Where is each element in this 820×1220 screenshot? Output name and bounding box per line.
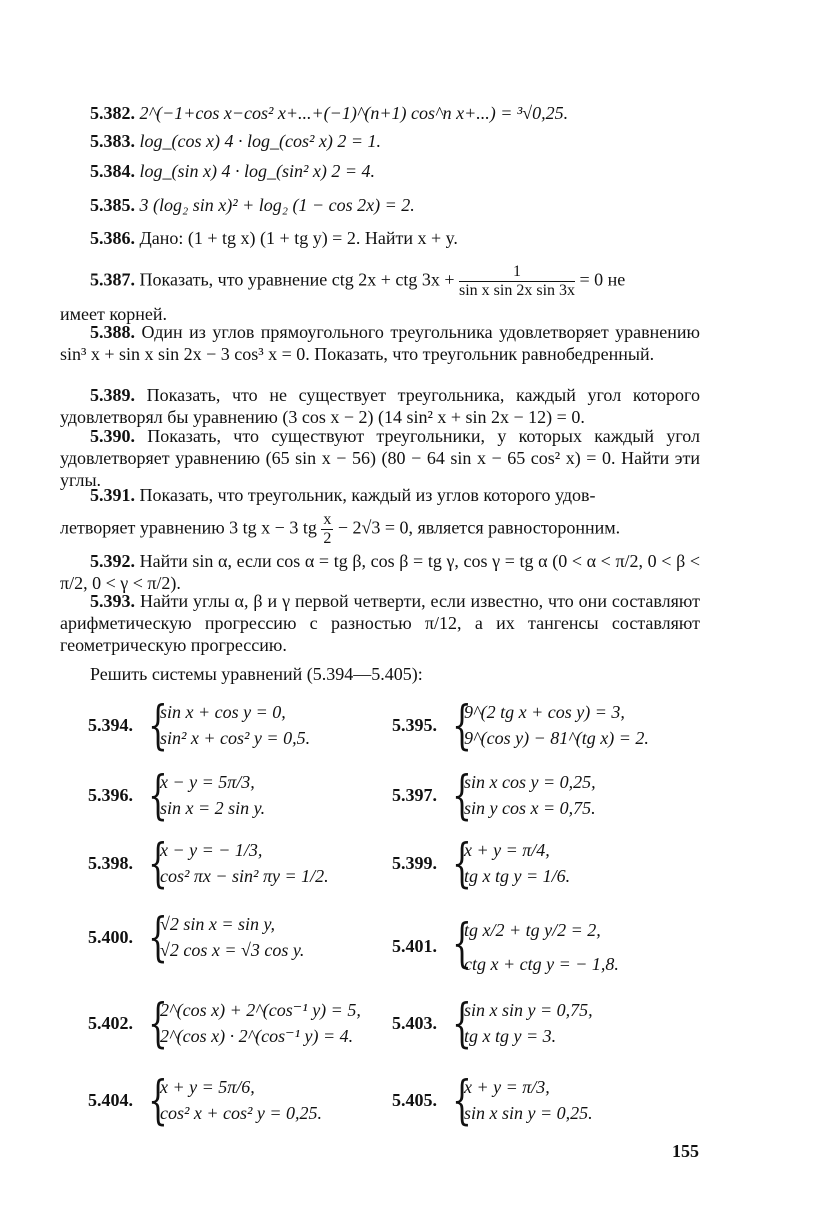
- equation-list: [464, 998, 593, 1050]
- equation: tg x tg y = 1/6.: [464, 866, 571, 886]
- left-brace: {: [148, 994, 168, 1054]
- problem-number: 5.402.: [88, 1013, 133, 1033]
- equation: tg x tg y = 3.: [464, 1026, 557, 1046]
- problem-number: 5.395.: [392, 715, 437, 735]
- problem-number: 5.393.: [90, 591, 135, 611]
- equation: x − y = − 1/3,: [160, 840, 263, 860]
- fraction-denominator: 2: [323, 530, 332, 547]
- equation-list: [160, 770, 265, 822]
- problem-5-385: [90, 194, 415, 216]
- problem-text: Один из углов прямоугольного треугольника удовлетворяет уравнению sin³ x + sin x sin 2x − 3 cos³ x = 0. Показать, что треугольник равнобедренный.: [60, 322, 701, 364]
- problem-5-388: [60, 321, 700, 365]
- equation-list: [160, 1075, 322, 1127]
- equation-list: [464, 1075, 593, 1127]
- section-heading: Решить системы уравнений (5.394—5.405):: [90, 664, 423, 684]
- equation: x + y = 5π/6,: [160, 1077, 255, 1097]
- problem-number: 5.390.: [90, 426, 135, 446]
- problem-number: 5.383.: [90, 131, 135, 151]
- equation-list: [464, 918, 619, 978]
- problem-number: 5.384.: [90, 161, 135, 181]
- left-brace: {: [452, 1071, 472, 1131]
- problem-text: Показать, что существуют треугольники, у которых каждый угол удовлетворяет уравнению (65 sin x − 56) (80 − 64 sin x − 65 cos² x) = 0. Найти эти углы.: [60, 426, 701, 490]
- fraction: [321, 511, 333, 548]
- equation: 9^(cos y) − 81^(tg x) = 2.: [464, 728, 649, 748]
- equation: sin² x + cos² y = 0,5.: [160, 728, 311, 748]
- equation: 2^(cos x) · 2^(cos⁻¹ y) = 4.: [160, 1026, 354, 1046]
- equation-list: [464, 770, 596, 822]
- equation-list: [160, 912, 304, 964]
- equation: cos² πx − sin² πy = 1/2.: [160, 866, 329, 886]
- problem-number: 5.385.: [90, 195, 135, 215]
- left-brace: {: [452, 994, 472, 1054]
- equation: cos² x + cos² y = 0,25.: [160, 1103, 323, 1123]
- problem-number: 5.387.: [90, 269, 135, 290]
- problem-5-386: [90, 227, 458, 249]
- problem-5-393: [60, 590, 700, 656]
- equation-list: [160, 838, 329, 890]
- problem-number: 5.399.: [392, 853, 437, 873]
- problem-text: 3 (log₂ sin x)² + log₂ (1 − cos 2x) = 2.: [139, 195, 415, 215]
- problem-text: Найти углы α, β и γ первой четверти, если известно, что они составляют арифметическую прогрессию с разностью π/12, а их тангенсы составляют геометрическую прогрессию.: [60, 591, 700, 655]
- problem-text: Показать, что не существует треугольника, каждый угол которого удовлетворял бы уравнению (3 cos x − 2) (14 sin² x + sin 2x − 12) = 0.: [60, 385, 700, 427]
- problem-5-387: [90, 263, 625, 300]
- problem-text: log_(cos x) 4 · log_(cos² x) 2 = 1.: [139, 131, 381, 151]
- equation: √2 sin x = sin y,: [160, 914, 276, 934]
- equation: sin y cos x = 0,75.: [464, 798, 596, 818]
- left-brace: {: [452, 914, 472, 974]
- equation-list: [160, 998, 361, 1050]
- equation: x + y = π/4,: [464, 840, 550, 860]
- fraction-numerator: x: [323, 511, 332, 528]
- equation: sin x sin y = 0,25.: [464, 1103, 593, 1123]
- problem-text-part: − 2√3 = 0, является равносторонним.: [337, 517, 621, 538]
- equation: sin x sin y = 0,75,: [464, 1000, 593, 1020]
- left-brace: {: [452, 696, 472, 756]
- problem-number: 5.391.: [90, 485, 135, 505]
- equation: sin x cos y = 0,25,: [464, 772, 596, 792]
- problem-number: 5.403.: [392, 1013, 437, 1033]
- left-brace: {: [148, 908, 168, 968]
- left-brace: {: [148, 1071, 168, 1131]
- problem-number: 5.398.: [88, 853, 133, 873]
- problem-number: 5.405.: [392, 1090, 437, 1110]
- problem-number: 5.389.: [90, 385, 135, 405]
- problem-text-part: = 0 не: [579, 269, 626, 290]
- problem-5-391-continuation: [60, 511, 620, 548]
- problem-5-389: [60, 384, 700, 428]
- problem-text-part: Показать, что уравнение ctg 2x + ctg 3x +: [139, 269, 455, 290]
- problem-text: 2^(−1+cos x−cos² x+...+(−1)^(n+1) cos^n x+...) = ³√0,25.: [139, 103, 569, 123]
- problem-number: 5.404.: [88, 1090, 133, 1110]
- problem-number: 5.401.: [392, 936, 437, 956]
- problem-text: log_(sin x) 4 · log_(sin² x) 2 = 4.: [139, 161, 376, 181]
- problem-number: 5.397.: [392, 785, 437, 805]
- fraction-numerator: 1: [459, 263, 575, 282]
- fraction: [459, 263, 575, 300]
- equation: ctg x + ctg y = − 1,8.: [464, 954, 619, 974]
- left-brace: {: [148, 696, 168, 756]
- equation: sin x + cos y = 0,: [160, 702, 286, 722]
- fraction-denominator: sin x sin 2x sin 3x: [459, 282, 576, 299]
- left-brace: {: [148, 834, 168, 894]
- problem-5-382: [90, 102, 568, 124]
- equation-list: [464, 838, 570, 890]
- problem-number: 5.388.: [90, 322, 135, 342]
- problem-5-384: [90, 160, 375, 182]
- equation: 9^(2 tg x + cos y) = 3,: [464, 702, 625, 722]
- equation: x + y = π/3,: [464, 1077, 550, 1097]
- problem-5-390: [60, 425, 700, 491]
- equation: 2^(cos x) + 2^(cos⁻¹ y) = 5,: [160, 1000, 361, 1020]
- equation: x − y = 5π/3,: [160, 772, 255, 792]
- page-number: 155: [672, 1141, 699, 1161]
- problem-text-part: имеет корней.: [60, 304, 167, 324]
- problem-number: 5.382.: [90, 103, 135, 123]
- problem-number: 5.386.: [90, 228, 135, 248]
- equation: tg x/2 + tg y/2 = 2,: [464, 920, 601, 940]
- equation-list: [160, 700, 310, 752]
- problem-text-part: летворяет уравнению 3 tg x − 3 tg: [60, 517, 317, 538]
- left-brace: {: [148, 766, 168, 826]
- equation: √2 cos x = √3 cos y.: [160, 940, 305, 960]
- problem-5-391: [90, 484, 596, 506]
- problem-5-383: [90, 130, 381, 152]
- problem-number: 5.396.: [88, 785, 133, 805]
- problem-number: 5.394.: [88, 715, 133, 735]
- problem-text: Дано: (1 + tg x) (1 + tg y) = 2. Найти x + y.: [139, 228, 458, 248]
- left-brace: {: [452, 766, 472, 826]
- equation-list: [464, 700, 649, 752]
- problem-5-392: [60, 550, 700, 594]
- problem-number: 5.392.: [90, 551, 135, 571]
- left-brace: {: [452, 834, 472, 894]
- equation: sin x = 2 sin y.: [160, 798, 266, 818]
- problem-number: 5.400.: [88, 927, 133, 947]
- problem-text: Найти sin α, если cos α = tg β, cos β = tg γ, cos γ = tg α (0 < α < π/2, 0 < β < π/2, 0 < γ < π/2).: [60, 551, 701, 593]
- problem-text-part: Показать, что треугольник, каждый из углов которого удов-: [139, 485, 596, 505]
